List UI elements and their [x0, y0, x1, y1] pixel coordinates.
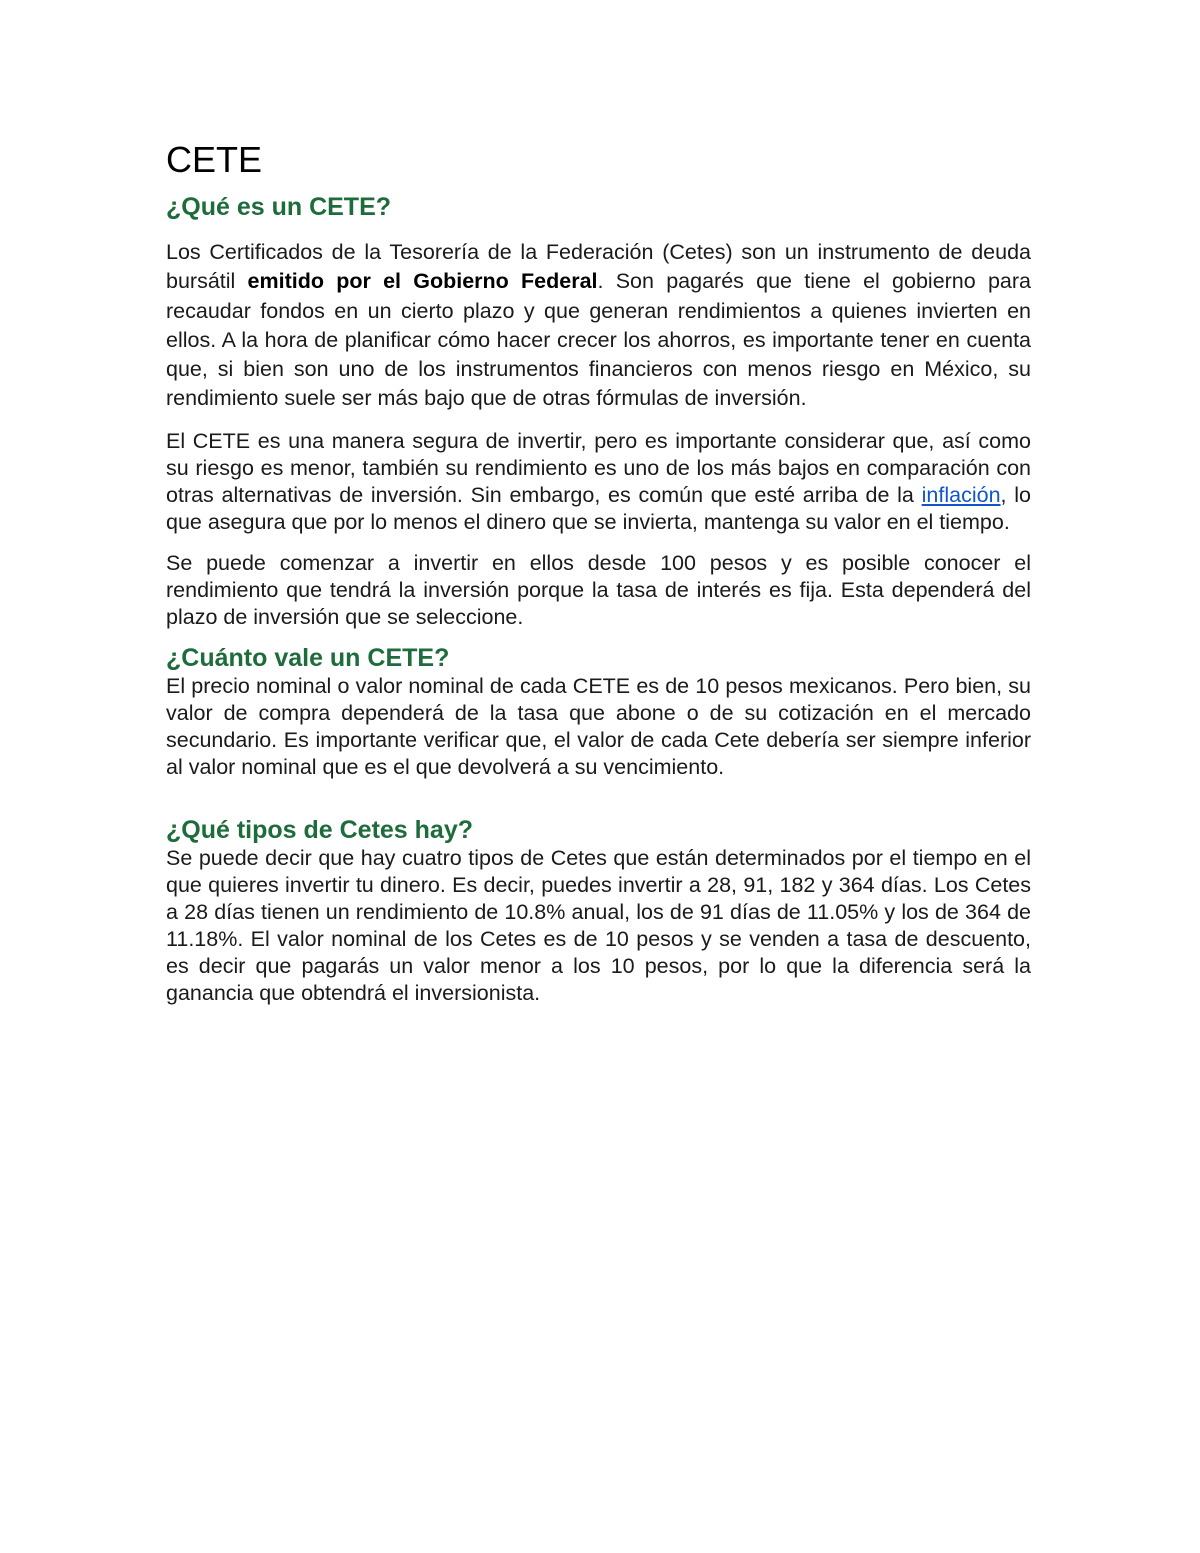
paragraph-safety: [166, 428, 1031, 536]
section-heading-cuanto-vale: ¿Cuánto vale un CETE?: [166, 643, 450, 672]
document-page: [166, 140, 1031, 1007]
paragraph-definition: [166, 238, 1031, 414]
document-title: CETE: [166, 139, 263, 180]
paragraph-text: Los Certificados de la Tesorería de la Federación (Cetes) son un instrumento de deuda bursátil: [166, 240, 1031, 294]
paragraph-text: , lo que asegura que por lo menos el dinero que se invierta, mantenga su valor en el tiempo.: [166, 482, 1031, 534]
paragraph-text: . Son pagarés que tiene el gobierno para recaudar fondos en un cierto plazo y que generan rendimientos a quienes invierten en ellos. A la hora de planificar cómo hacer crecer los ahorros, es importante tener en cuenta que, si bien son uno de los instrumentos financieros con menos riesgo en México, su rendimiento suele ser más bajo que de otras fórmulas de inversión.: [166, 269, 1031, 411]
section-heading-tipos: ¿Qué tipos de Cetes hay?: [166, 815, 474, 844]
inflation-link[interactable]: inflación: [921, 482, 1001, 507]
paragraph-minimum-investment: Se puede comenzar a invertir en ellos desde 100 pesos y es posible conocer el rendimiento que tendrá la inversión porque la tasa de interés es fija. Esta dependerá del plazo de inversión que se seleccione.: [166, 550, 1031, 629]
bold-emphasis: emitido por el Gobierno Federal: [247, 269, 598, 294]
section-heading-que-es: ¿Qué es un CETE?: [166, 193, 392, 221]
paragraph-nominal-value: El precio nominal o valor nominal de cada CETE es de 10 pesos mexicanos. Pero bien, su valor de compra dependerá de la tasa que abone o de su cotización en el mercado secundario. Es importante verificar que, el valor de cada Cete debería ser siempre inferior al valor nominal que es el que devolverá a su vencimiento.: [166, 673, 1031, 779]
paragraph-types: Se puede decir que hay cuatro tipos de Cetes que están determinados por el tiempo en el que quieres invertir tu dinero. Es decir, puedes invertir a 28, 91, 182 y 364 días. Los Cetes a 28 días tienen un rendimiento de 10.8% anual, los de 91 días de 11.05% y los de 364 de 11.18%. El valor nominal de los Cetes es de 10 pesos y se venden a tasa de descuento, es decir que pagarás un valor menor a los 10 pesos, por lo que la diferencia será la ganancia que obtendrá el inversionista.: [166, 845, 1031, 1005]
paragraph-text: El CETE es una manera segura de invertir, pero es importante considerar que, así como su riesgo es menor, también su rendimiento es uno de los más bajos en comparación con otras alternativas de inversión. Sin embargo, es común que esté arriba de la: [166, 428, 1031, 507]
